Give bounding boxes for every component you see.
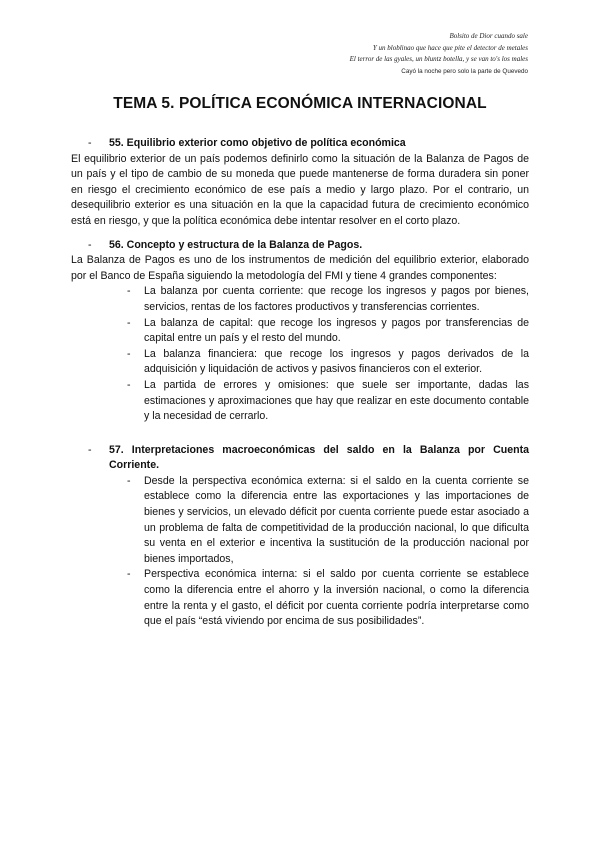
list-dash: - xyxy=(127,378,131,391)
list-item-text: La balanza de capital: que recoge los ingresos y pagos por transferencias de capital entre un país y el resto del mundo. xyxy=(144,316,529,345)
epigraph-line: Cayó la noche pero solo la parte de Quevedo xyxy=(401,67,528,75)
epigraph-line: Y un bloblinao que hace que pite el detector de metales xyxy=(372,43,528,52)
list-item-text: Desde la perspectiva económica externa: si el saldo en la cuenta corriente se establece como la diferencia entre las exportaciones y las importaciones de bienes y servicios, un elevado déficit por cuenta corriente puede estar asociado a un problema de falta de competitividad de la producción nacional, lo que dificulta su venta en el exterior e incentiva la sustitución de la producción nacional por bienes importados, xyxy=(144,474,529,565)
interpretation-list xyxy=(71,474,529,630)
section-heading-text: 57. Interpretaciones macroeconómicas del saldo en la Balanza por Cuenta Corriente. xyxy=(109,443,529,472)
section-heading-56 xyxy=(71,238,529,254)
list-item xyxy=(127,474,529,568)
epigraph xyxy=(350,31,528,77)
list-dash: - xyxy=(127,347,131,360)
section-heading-57 xyxy=(71,443,529,474)
epigraph-line: El terror de las gyales, un bluntz botella, y se van to's los males xyxy=(349,55,528,63)
section-heading-55 xyxy=(71,136,529,152)
list-item xyxy=(127,284,529,315)
list-item-text: Perspectiva económica interna: si el saldo por cuenta corriente se establece como la diferencia entre el ahorro y la inversión nacional, o como la diferencia entre la renta y el gasto, el déficit por cuenta corriente podría interpretarse como que el país “está viviendo por encima de sus posibilidades”. xyxy=(144,568,529,628)
document-body xyxy=(71,136,529,630)
list-item xyxy=(127,347,529,378)
list-item-text: La balanza por cuenta corriente: que recoge los ingresos y pagos por bienes, servicios, rentas de los factores productivos y transferencias corrientes. xyxy=(144,285,529,313)
section-paragraph-56: La Balanza de Pagos es uno de los instrumentos de medición del equilibrio exterior, elaborado por el Banco de España siguiendo la metodología del FMI y tiene 4 grandes componentes: xyxy=(71,254,529,282)
epigraph-line: Bolsito de Dior cuando sale xyxy=(449,32,528,40)
list-item xyxy=(127,567,529,629)
list-item-text: La balanza financiera: que recoge los ingresos y pagos derivados de la adquisición y liquidación de activos y pasivos financieros con el exterior. xyxy=(144,347,529,376)
list-dash: - xyxy=(127,474,131,487)
section-paragraph-55: El equilibrio exterior de un país podemos definirlo como la situación de la Balanza de Pagos de un país y el tipo de cambio de su moneda que puede mantenerse de forma duradera sin poner en riesgo el crecimiento económico de ese país a medio y largo plazo. Por el contrario, un desequilibrio exterior es una situación en la que la capacidad futura de crecimiento económico está en riesgo, y que la política económica debe intentar resolver en el corto plazo. xyxy=(71,152,529,227)
list-item-text: La partida de errores y omisiones: que suele ser importante, dadas las estimaciones y aproximaciones que hay que realizar en este documento contable y la necesidad de cerrarlo. xyxy=(144,378,529,423)
list-dash: - xyxy=(127,568,131,581)
heading-dash: - xyxy=(88,137,92,149)
list-item xyxy=(127,378,529,425)
page-title: TEMA 5. POLÍTICA ECONÓMICA INTERNACIONAL xyxy=(113,95,487,112)
heading-dash: - xyxy=(88,443,92,456)
section-heading-text: 55. Equilibrio exterior como objetivo de política económica xyxy=(109,137,406,149)
section-heading-text: 56. Concepto y estructura de la Balanza de Pagos. xyxy=(109,238,363,251)
list-dash: - xyxy=(127,316,131,329)
heading-dash: - xyxy=(88,238,92,251)
list-dash: - xyxy=(127,285,131,298)
list-item xyxy=(127,316,529,347)
component-list xyxy=(71,284,529,424)
